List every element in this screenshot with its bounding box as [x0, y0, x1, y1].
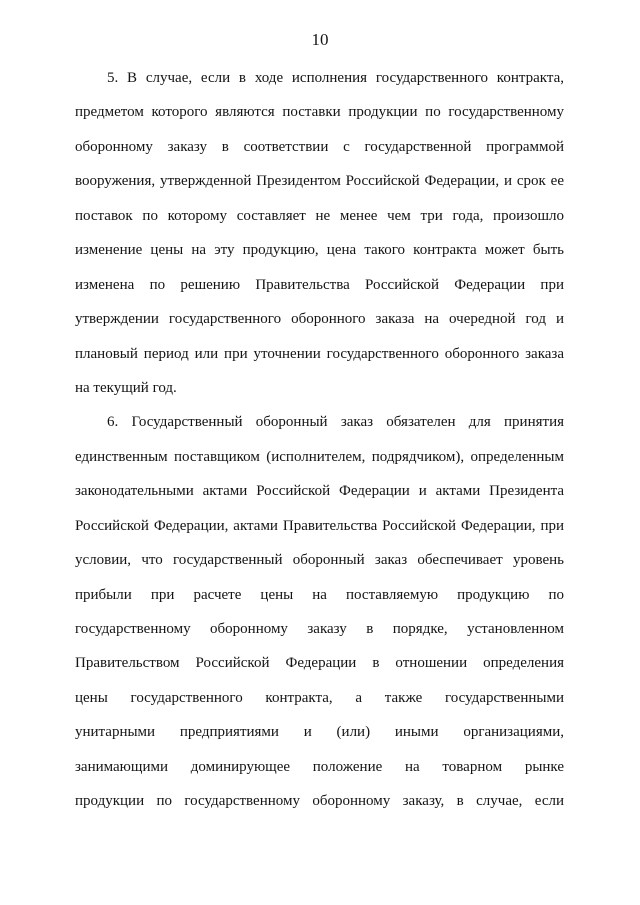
text-line: единственным поставщиком (исполнителем, подрядчиком), определенным	[75, 448, 564, 465]
text-line: продукции по государственному оборонному заказу, в случае, если	[75, 793, 564, 810]
text-line: 6. Государственный оборонный заказ обязателен для принятия	[107, 414, 564, 431]
text-line: утверждении государственного оборонного заказа на очередной год и	[75, 311, 564, 328]
text-line: унитарными предприятиями и (или) иными организациями,	[75, 724, 564, 741]
text-line: цены государственного контракта, а также государственными	[75, 689, 564, 706]
text-line: Правительством Российской Федерации в отношении определения	[75, 655, 564, 672]
text-line: 5. В случае, если в ходе исполнения государственного контракта,	[107, 70, 564, 86]
text-line: изменена по решению Правительства Российской Федерации при	[75, 276, 564, 293]
text-line: занимающими доминирующее положение на товарном рынке	[75, 758, 564, 775]
text-line: государственному оборонному заказу в порядке, установленном	[75, 621, 564, 637]
clause-5-paragraph	[75, 61, 564, 405]
text-line: вооружения, утвержденной Президентом Российской Федерации, и срок ее	[75, 173, 564, 190]
text-line: на текущий год.	[75, 379, 177, 396]
text-line: плановый период или при уточнении государственного оборонного заказа	[75, 345, 564, 362]
page-number: 10	[311, 30, 329, 49]
text-line: изменение цены на эту продукцию, цена такого контракта может быть	[75, 242, 564, 259]
clause-6-paragraph	[75, 405, 564, 818]
text-line: поставок по которому составляет не менее чем три года, произошло	[75, 207, 564, 224]
text-line: прибыли при расчете цены на поставляемую продукцию по	[75, 586, 564, 603]
text-line: Российской Федерации, актами Правительства Российской Федерации, при	[75, 517, 564, 534]
text-line: предметом которого являются поставки продукции по государственному	[75, 104, 564, 121]
text-line: условии, что государственный оборонный заказ обеспечивает уровень	[75, 552, 564, 569]
document-body	[75, 61, 564, 819]
text-line: оборонному заказу в соответствии с государственной программой	[75, 138, 564, 155]
text-line: законодательными актами Российской Федерации и актами Президента	[75, 483, 564, 500]
